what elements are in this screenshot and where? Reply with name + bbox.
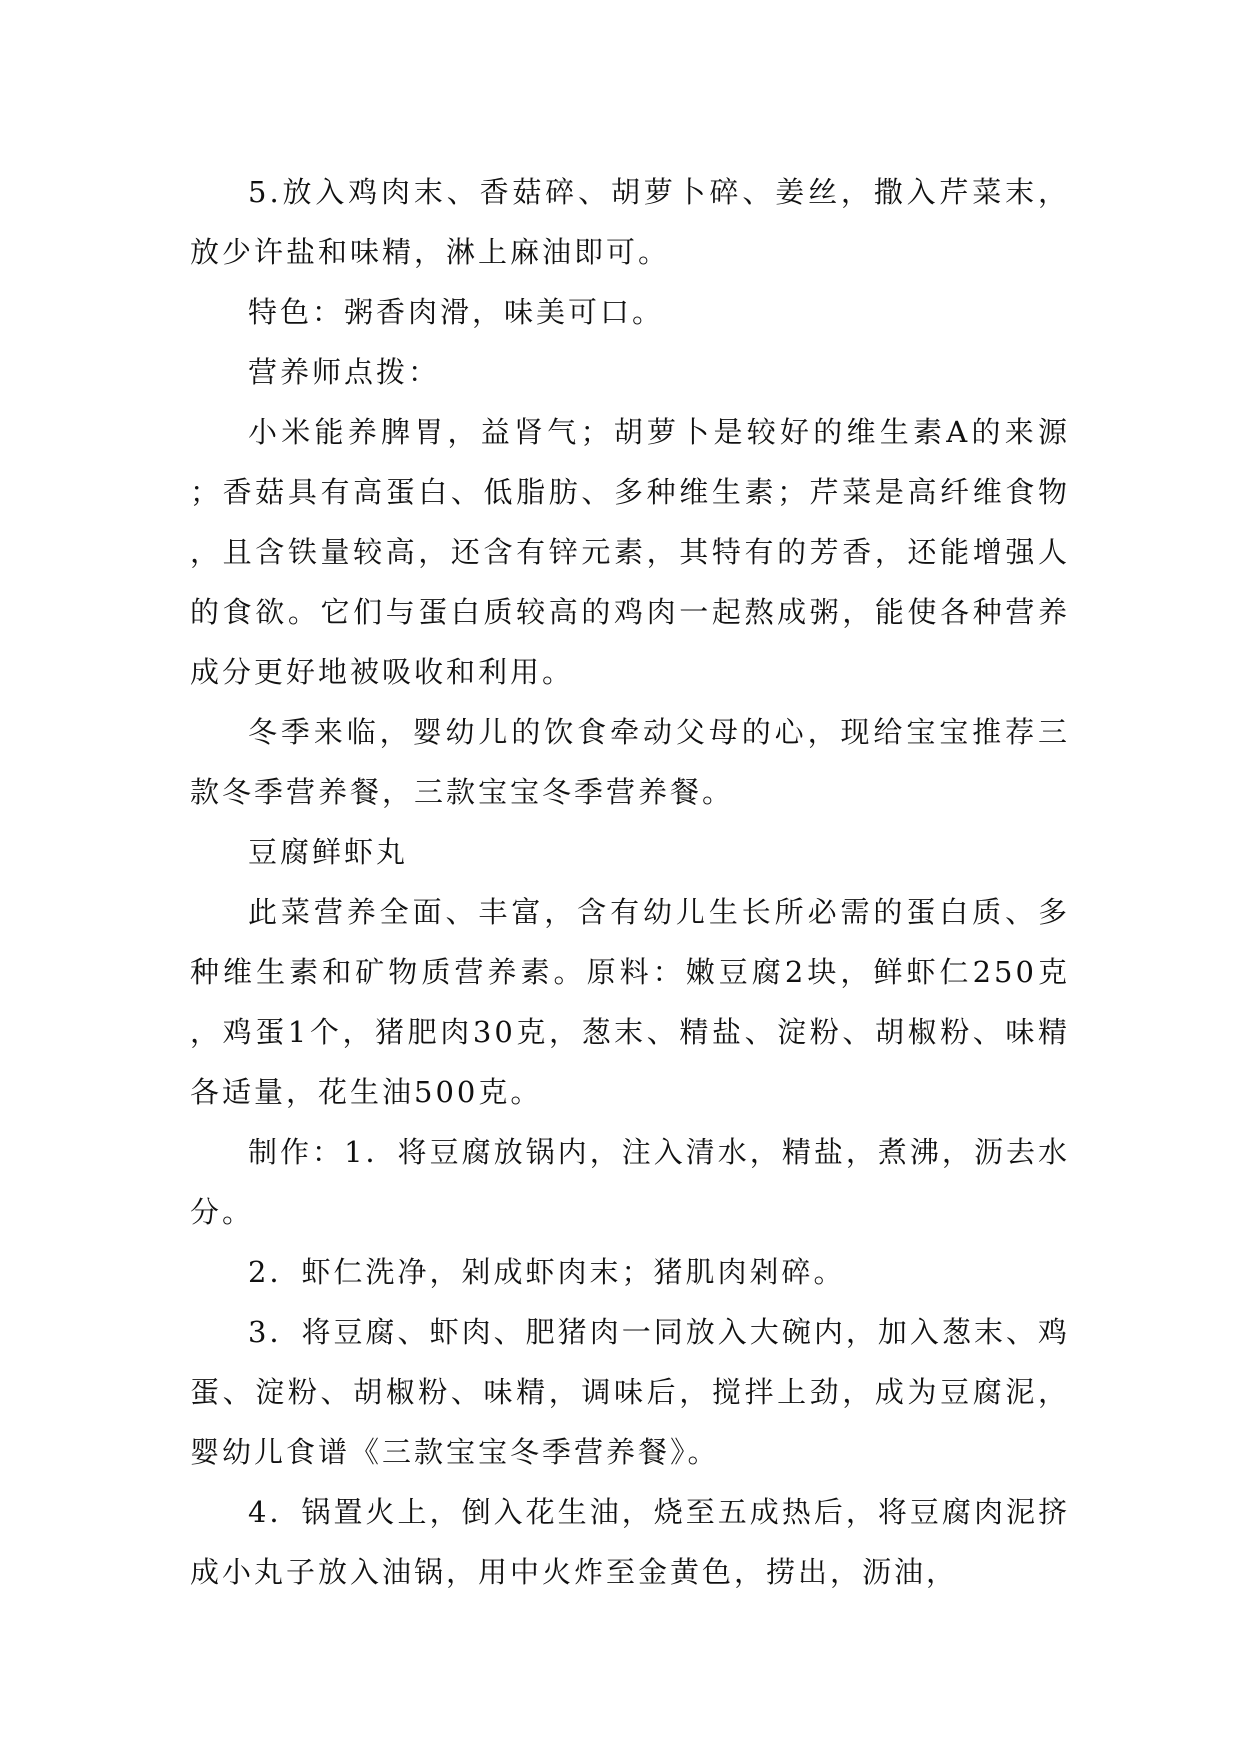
paragraph-method-step-4: 4．锅置火上，倒入花生油，烧至五成热后，将豆腐肉泥挤成小丸子放入油锅，用中火炸至金黄色，捞出，沥油， bbox=[190, 1495, 1070, 1589]
paragraph-nutritionist-heading: 营养师点拨： bbox=[248, 355, 441, 389]
paragraph-ingredients: 此菜营养全面、丰富，含有幼儿生长所必需的蛋白质、多种维生素和矿物质营养素。原料：嫩豆腐2块，鲜虾仁250克，鸡蛋1个，猪肥肉30克，葱末、精盐、淀粉、胡椒粉、味精各适量，花生油500克。 bbox=[190, 895, 1070, 1109]
paragraph-feature: 特色：粥香肉滑，味美可口。 bbox=[248, 295, 665, 329]
paragraph-recipe-title: 豆腐鲜虾丸 bbox=[248, 835, 409, 869]
document-page bbox=[190, 162, 1070, 1602]
paragraph-winter-intro: 冬季来临，婴幼儿的饮食牵动父母的心，现给宝宝推荐三款冬季营养餐，三款宝宝冬季营养餐。 bbox=[190, 715, 1070, 809]
paragraph-step-5: 5.放入鸡肉末、香菇碎、胡萝卜碎、姜丝，撒入芹菜末，放少许盐和味精，淋上麻油即可。 bbox=[190, 175, 1070, 269]
paragraph-method-step-3: 3．将豆腐、虾肉、肥猪肉一同放入大碗内，加入葱末、鸡蛋、淀粉、胡椒粉、味精，调味后，搅拌上劲，成为豆腐泥，婴幼儿食谱《三款宝宝冬季营养餐》。 bbox=[190, 1315, 1070, 1469]
paragraph-nutrition-notes: 小米能养脾胃，益肾气；胡萝卜是较好的维生素A的来源；香菇具有高蛋白、低脂肪、多种维生素；芹菜是高纤维食物，且含铁量较高，还含有锌元素，其特有的芳香，还能增强人的食欲。它们与蛋白质较高的鸡肉一起熬成粥，能使各种营养成分更好地被吸收和利用。 bbox=[190, 415, 1070, 689]
paragraph-method-step-2: 2．虾仁洗净，剁成虾肉末；猪肌肉剁碎。 bbox=[248, 1255, 846, 1289]
paragraph-method-step-1: 制作：1．将豆腐放锅内，注入清水，精盐，煮沸，沥去水分。 bbox=[190, 1135, 1070, 1229]
